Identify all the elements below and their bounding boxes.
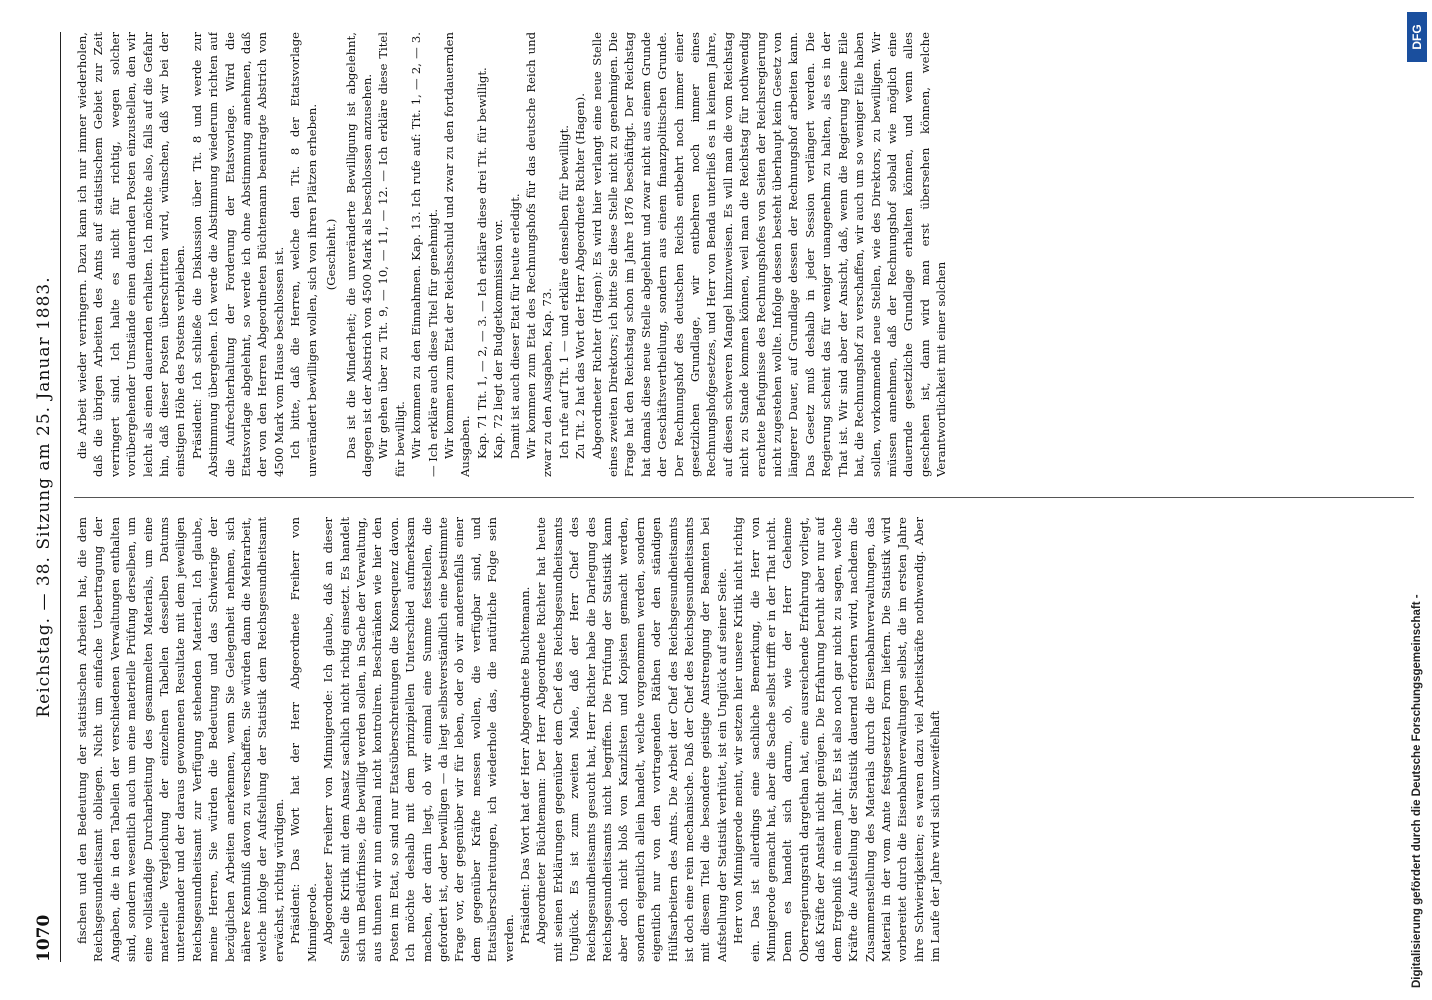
paragraph: Kap. 71 Tit. 1, — 2, — 3. — Ich erkläre diese drei Tit. für bewilligt. [474, 67, 489, 459]
stage-direction: (Geschieht.) [324, 218, 339, 291]
right-text-column [74, 32, 1424, 477]
paragraph: Kap. 72 liegt der Budgetkommission vor. [491, 219, 506, 459]
dfg-sidebar [1406, 12, 1428, 988]
paragraph: Wir kommen zu den Einnahmen. Kap. 13. Ich rufe auf: Tit. 1, — 2, — 3. — Ich erkläre auch diese Titel für genehmigt. [409, 32, 440, 477]
column-divider [74, 497, 1414, 498]
left-text-column [74, 517, 1424, 962]
paragraph: Damit ist auch dieser Etat für heute erledigt. [507, 193, 522, 459]
paragraph: Präsident: Das Wort hat der Herr Abgeordnete Buchtemann. [517, 586, 532, 944]
running-header [30, 32, 61, 962]
paragraph: Präsident: Ich schließe die Diskussion über Tit. 8 und werde zur Abstimmung übergehen. Ich werde die Abstimmung wiederum richten auf die Aufrechterhaltung der Forderung der Etatsvorlage. Wird die Etatsvorlage abgelehnt, so werde ich ohne Abstimmung annehmen, daß der von den Herren Abgeordneten Büchtemann beantragte Abstrich von 4500 Mark vom Hause beschlossen ist. [189, 32, 286, 477]
paragraph: Zu Tit. 2 hat das Wort der Herr Abgeordnete Richter (Hagen). [573, 93, 588, 459]
paragraph: Ich bitte, daß die Herren, welche den Tit. 8 der Etatsvorlage unverändert bewilligen wollen, sich von ihren Plätzen erheben. [288, 32, 319, 477]
rotated-document-page [30, 32, 1432, 962]
paragraph: Wir kommen zum Etat des Rechnungshofs für das deutsche Reich und zwar zu den Ausgaben, Kap. 73. [523, 32, 555, 477]
running-title: Reichstag. — 38. Sitzung am 25. Januar 1883. [34, 276, 54, 718]
dfg-notice: Digitalisierung gefördert durch die Deutsche Forschungsgemeinschaft - [1411, 594, 1423, 988]
paragraph: fischen und den Bedeutung der statistischen Arbeiten hat, die dem Reichsgesundheitsamt obliegen. Nicht um einfache Uebertragung der Angaben, die in den Tabellen der verschiedenen Verwaltungen enthalten sind, sondern wesentlich auch um eine materielle Prüfung derselben, um eine vollständige Durcharbeitung des gesammelten Materials, um eine materielle Vergleichung der einzelnen Tabellen desselben Datums untereinander und der daraus gewonnenen Resultate mit dem jeweiligen Reichsgesundheitsamt zur Verfügung stehenden Material. Ich glaube, meine Herren, Sie würden die Bedeutung und das Schwierige der bezüglichen Arbeiten anerkennen, wenn Sie Gelegenheit nehmen, sich nähere Kenntniß davon zu verschaffen. Sie würden dann die Mehrarbeit, welche infolge der Aufstellung der Statistik dem Reichsgesundheitsamt erwächst, richtig würdigen. [75, 517, 286, 962]
paragraph: Präsident: Das Wort hat der Herr Abgeordnete Freiherr von Minnigerode. [288, 517, 319, 962]
paragraph: Herr von Minnigerode meint, wir setzen hier unsere Kritik nicht richtig ein. Das ist allerdings eine sachliche Bemerkung, die Herr von Minnigerode gemacht hat, aber die Sache selbst trifft er in der That nicht. Denn es handelt sich darum, ob, wie der Herr Geheime Oberregierungsrath dargethan hat, eine ausreichende Erfahrung vorliegt, daß Kräfte der Anstalt nicht genügen. Die Erfahrung beruht aber nur auf dem Ergebniß in einem Jahr. Es ist also noch gar nicht zu sagen, welche Kräfte die Aufstellung der Statistik dauernd erfordern wird, nachdem die Zusammenstellung des Materials durch die Eisenbahnverwaltungen, das Material in der vom Amte festgesetzten Form liefern. Die Statistik wird vorbereitet durch die Eisenbahnverwaltungen selbst, die im ersten Jahre ihre Schwierigkeiten; es waren dazu viel Arbeitskräfte nothwendig. Aber im Laufe der Jahre wird sich unzweifelhaft [731, 517, 943, 962]
paragraph: Das ist die Minderheit; die unveränderte Bewilligung ist abgelehnt, dagegen ist der Abstrich von 4500 Mark als beschlossen anzusehen. [343, 32, 374, 477]
paragraph: Abgeordneter Büchtemann: Der Herr Abgeordnete Richter hat heute mit seinen Erklärungen gegenüber dem Chef des Reichsgesundheitsamts Unglück. Es ist zum zweiten Male, daß der Herr Chef des Reichsgesundheitsamts gesucht hat, Herr Richter habe die Darlegung des Reichsgesundheitsamts nicht begriffen. Die Prüfung der Statistik kann aber doch nicht bloß von Kanzlisten und Kopisten gemacht werden, sondern eigentlich allein handelt, welche vorgenommen werden, sondern eigentlich nur von den vortragenden Räthen oder den ständigen Hülfsarbeitern des Amts. Die Arbeit der Chef des Reichsgesundheitsamts ist doch eine rein mechanische. Daß der Chef des Reichsgesundheitsamts mit diesem Titel die besondere geistige Anstrengung der Beamten bei Aufstellung der Statistik verhütet, ist ein Unglück auf seiner Seite. [534, 517, 729, 962]
paragraph: Wir kommen zum Etat der Reichsschuld und zwar zu den fortdauernden Ausgaben. [441, 32, 473, 477]
paragraph: Abgeordneter Richter (Hagen): Es wird hier verlangt eine neue Stelle eines zweiten Direktors; ich bitte Sie diese Stelle nicht zu genehmigen. Die Frage hat den Reichstag schon im Jahre 1876 beschäftigt. Der Reichstag hat damals diese neue Stelle abgelehnt und zwar nicht aus einem Grunde der Geschäftsvertheilung, sondern aus einem finanzpolitischen Grunde. Der Rechnungshof des deutschen Reichs entbehrt noch immer einer gesetzlichen Grundlage, wir entbehren noch immer eines Rechnungshofgesetzes, und Herr von Benda unterließ es in keinem Jahre, auf diesen schweren Mangel hinzuweisen. Es will man die vom Reichstag nicht zu Stande kommen können, weil man die Reichstag für nothwendig erachtete Befugnisse des Rechnungshofes von Seiten der Reichsregierung nicht zugestehen wollte. Infolge dessen besteht überhaupt kein Gesetz von längerer Dauer, auf Grundlage dessen der Rechnungshof arbeiten kann. Das Gesetz muß deshalb in jeder Session verlängert werden. Die Regierung scheint das für weniger unangenehm zu halten, als es in der That ist. Wir sind aber der Ansicht, daß, wenn die Regierung keine Eile hat, die Rechnungshof zu verschaffen, wir auch um so weniger Eile haben sollen, vorkommende neue Stellen, wie des Direktors, zu bewilligen. Wir müssen annehmen, daß der Rechnungshof sobald wie möglich eine dauernde gesetzliche Grundlage erhalten können, und wenn alles geschehen ist, dann wird man erst übersehen können, welche Verantwortlichkeit mit einer solchen [589, 32, 949, 477]
paragraph: die Arbeit wieder verringern. Dazu kann ich nur immer wiederholen, daß die übrigen Arbeiten des Amts auf statistischem Gebiet zur Zeit verringert sind. Ich halte es nicht für richtig, wegen solcher vorübergehender Umstände einen dauernden Posten einzustellen, den wir leicht als einen dauernden erhalten. Ich möchte also, falls auf die Gefahr hin, daß dieser Posten überschritten wird, wünschen, daß wir bei der einstigen Höhe des Postens verbleiben. [75, 32, 188, 477]
page-number: 1070 [34, 914, 54, 962]
dfg-logo-text: DFG [1410, 24, 1424, 50]
paragraph: Wir gehen über zu Tit. 9, — 10, — 11, — 12. — Ich erkläre diese Titel für bewilligt. [376, 32, 407, 477]
paragraph: Abgeordneter Freiherr von Minnigerode: Ich glaube, daß an dieser Stelle die Kritik mit dem Ansatz sachlich nicht richtig einsetzt. Es handelt sich um Bedürfnisse, die bewilligt werden sollen, in Sache der Verwaltung, aus thunen wir nun einmal nicht kontroliren. Beschränken wie hier den Posten im Etat, so sind nur Etatsüberschreitungen die Konsequenz davon. Ich möchte deshalb mit dem prinzipiellen Unterschied aufmerksam machen, der darin liegt, ob wir einmal eine Summe feststellen, die gefordert ist, oder bewilligen — da liegt selbstverständlich eine bestimmte Frage vor, der gegenüber wir für leben, oder ob wir anderenfalls einer dem gegenüber Kräfte messen wollen, die verfügbar sind, und Etatsüberschreitungen, ich wiederhole das, die natürliche Folge sein werden. [321, 517, 516, 962]
paragraph: Ich rufe auf Tit. 1 — und erkläre denselben für bewilligt. [556, 125, 571, 459]
